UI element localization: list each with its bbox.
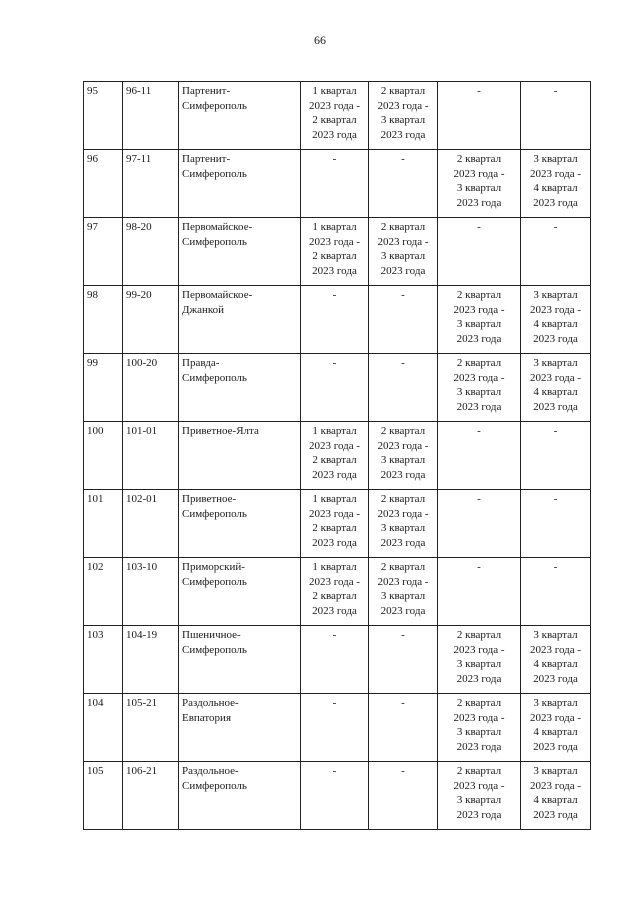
cell-period-2 bbox=[369, 218, 438, 286]
cell-period-4 bbox=[521, 626, 591, 694]
cell-number bbox=[84, 762, 123, 830]
cell-period-2-text: 2 квартал 2023 года - 3 квартал 2023 года bbox=[377, 85, 429, 141]
cell-number-text: 100 bbox=[87, 425, 104, 437]
cell-period-4-text: 3 квартал 2023 года - 4 квартал 2023 года bbox=[529, 357, 582, 413]
cell-period-4-text: - bbox=[553, 561, 558, 573]
cell-number-text: 105 bbox=[87, 765, 104, 777]
cell-period-1 bbox=[301, 286, 369, 354]
cell-route-code bbox=[123, 558, 179, 626]
cell-period-3-text: - bbox=[477, 425, 481, 437]
cell-period-1 bbox=[301, 354, 369, 422]
table-row bbox=[84, 490, 591, 558]
cell-period-2 bbox=[369, 490, 438, 558]
cell-period-2-text: 2 квартал 2023 года - 3 квартал 2023 года bbox=[377, 493, 429, 549]
cell-period-3 bbox=[438, 626, 521, 694]
cell-route-name-text: Пшеничное- Симферополь bbox=[182, 629, 247, 656]
cell-route-name-text: Раздольное- Симферополь bbox=[182, 765, 247, 792]
cell-period-2-text: - bbox=[401, 357, 405, 369]
cell-number bbox=[84, 626, 123, 694]
cell-route-code bbox=[123, 354, 179, 422]
cell-period-3-text: 2 квартал 2023 года - 3 квартал 2023 года bbox=[453, 765, 505, 821]
cell-route-name-text: Партенит- Симферополь bbox=[182, 153, 247, 180]
cell-period-3 bbox=[438, 82, 521, 150]
cell-period-3 bbox=[438, 422, 521, 490]
cell-route-name-text: Первомайское- Джанкой bbox=[182, 289, 253, 316]
cell-period-3 bbox=[438, 694, 521, 762]
cell-period-4 bbox=[521, 558, 591, 626]
cell-period-1 bbox=[301, 422, 369, 490]
table-row bbox=[84, 82, 591, 150]
cell-period-3-text: 2 квартал 2023 года - 3 квартал 2023 года bbox=[453, 153, 505, 209]
cell-period-3 bbox=[438, 490, 521, 558]
cell-period-3 bbox=[438, 762, 521, 830]
cell-period-4-text: - bbox=[553, 425, 558, 437]
cell-route-code-text: 106-21 bbox=[126, 765, 158, 777]
cell-route-code-text: 104-19 bbox=[126, 629, 158, 641]
cell-route-name bbox=[179, 626, 301, 694]
cell-route-name bbox=[179, 694, 301, 762]
cell-period-1 bbox=[301, 558, 369, 626]
cell-period-1 bbox=[301, 694, 369, 762]
cell-period-1-text: - bbox=[332, 153, 337, 165]
cell-period-2 bbox=[369, 82, 438, 150]
cell-number-text: 103 bbox=[87, 629, 104, 641]
cell-period-1 bbox=[301, 218, 369, 286]
cell-number-text: 104 bbox=[87, 697, 104, 709]
cell-period-3-text: - bbox=[477, 493, 481, 505]
cell-number bbox=[84, 82, 123, 150]
cell-route-code bbox=[123, 82, 179, 150]
cell-period-1-text: - bbox=[332, 765, 337, 777]
page-number: 66 bbox=[314, 33, 326, 47]
cell-period-1-text: 1 квартал 2023 года - 2 квартал 2023 года bbox=[308, 85, 361, 141]
cell-period-1 bbox=[301, 626, 369, 694]
cell-period-4 bbox=[521, 694, 591, 762]
cell-period-2 bbox=[369, 354, 438, 422]
cell-period-4 bbox=[521, 150, 591, 218]
cell-route-name-text: Правда- Симферополь bbox=[182, 357, 247, 384]
cell-number-text: 99 bbox=[87, 357, 98, 369]
cell-number bbox=[84, 150, 123, 218]
cell-period-3-text: 2 квартал 2023 года - 3 квартал 2023 года bbox=[453, 289, 505, 345]
cell-period-1 bbox=[301, 762, 369, 830]
cell-period-2-text: - bbox=[401, 765, 405, 777]
cell-period-3-text: 2 квартал 2023 года - 3 квартал 2023 года bbox=[453, 629, 505, 685]
cell-period-4-text: - bbox=[553, 221, 558, 233]
cell-route-code-text: 98-20 bbox=[126, 221, 152, 233]
cell-number bbox=[84, 354, 123, 422]
cell-period-2 bbox=[369, 150, 438, 218]
cell-route-code-text: 102-01 bbox=[126, 493, 158, 505]
cell-period-4 bbox=[521, 218, 591, 286]
cell-route-code-text: 103-10 bbox=[126, 561, 158, 573]
cell-period-4 bbox=[521, 354, 591, 422]
cell-number bbox=[84, 286, 123, 354]
cell-period-2 bbox=[369, 558, 438, 626]
cell-route-name bbox=[179, 490, 301, 558]
cell-period-1-text: - bbox=[332, 697, 337, 709]
cell-number-text: 102 bbox=[87, 561, 104, 573]
cell-period-2 bbox=[369, 626, 438, 694]
cell-number bbox=[84, 558, 123, 626]
cell-period-1 bbox=[301, 82, 369, 150]
cell-route-name bbox=[179, 286, 301, 354]
cell-route-code bbox=[123, 694, 179, 762]
cell-route-code-text: 105-21 bbox=[126, 697, 158, 709]
cell-route-name-text: Партенит- Симферополь bbox=[182, 85, 247, 112]
cell-route-code-text: 100-20 bbox=[126, 357, 158, 369]
cell-period-3-text: - bbox=[477, 85, 481, 97]
table-row bbox=[84, 762, 591, 830]
cell-period-4 bbox=[521, 82, 591, 150]
cell-period-4-text: - bbox=[553, 493, 558, 505]
cell-period-1-text: - bbox=[332, 629, 337, 641]
cell-period-3 bbox=[438, 286, 521, 354]
cell-route-code-text: 101-01 bbox=[126, 425, 158, 437]
table-row bbox=[84, 626, 591, 694]
table-row bbox=[84, 422, 591, 490]
cell-period-3 bbox=[438, 558, 521, 626]
cell-route-name-text: Приморский- Симферополь bbox=[182, 561, 247, 588]
table-row bbox=[84, 286, 591, 354]
cell-period-2-text: 2 квартал 2023 года - 3 квартал 2023 года bbox=[377, 561, 429, 617]
cell-route-name bbox=[179, 422, 301, 490]
cell-period-1-text: - bbox=[332, 289, 337, 301]
cell-period-4 bbox=[521, 286, 591, 354]
table-row bbox=[84, 218, 591, 286]
cell-route-name bbox=[179, 354, 301, 422]
cell-period-2-text: - bbox=[401, 629, 405, 641]
cell-period-1-text: 1 квартал 2023 года - 2 квартал 2023 года bbox=[308, 425, 361, 481]
cell-number bbox=[84, 422, 123, 490]
cell-route-name bbox=[179, 82, 301, 150]
cell-period-3 bbox=[438, 218, 521, 286]
cell-period-4-text: 3 квартал 2023 года - 4 квартал 2023 года bbox=[529, 289, 582, 345]
cell-route-name-text: Приветное-Ялта bbox=[182, 425, 259, 437]
cell-period-4-text: 3 квартал 2023 года - 4 квартал 2023 года bbox=[529, 697, 582, 753]
cell-period-4 bbox=[521, 762, 591, 830]
cell-route-name bbox=[179, 558, 301, 626]
cell-route-code bbox=[123, 626, 179, 694]
table-row bbox=[84, 150, 591, 218]
cell-number-text: 97 bbox=[87, 221, 98, 233]
cell-period-2 bbox=[369, 422, 438, 490]
cell-number bbox=[84, 490, 123, 558]
cell-period-2-text: 2 квартал 2023 года - 3 квартал 2023 года bbox=[377, 221, 429, 277]
cell-route-code-text: 97-11 bbox=[126, 153, 152, 165]
cell-period-1 bbox=[301, 490, 369, 558]
cell-period-3-text: - bbox=[477, 221, 481, 233]
cell-period-4-text: 3 квартал 2023 года - 4 квартал 2023 года bbox=[529, 153, 582, 209]
cell-route-code bbox=[123, 762, 179, 830]
cell-route-code bbox=[123, 286, 179, 354]
cell-period-4-text: 3 квартал 2023 года - 4 квартал 2023 года bbox=[529, 629, 582, 685]
cell-route-code bbox=[123, 218, 179, 286]
cell-period-3-text: 2 квартал 2023 года - 3 квартал 2023 года bbox=[453, 697, 505, 753]
schedule-table bbox=[83, 81, 591, 830]
cell-period-2-text: 2 квартал 2023 года - 3 квартал 2023 года bbox=[377, 425, 429, 481]
cell-route-name bbox=[179, 150, 301, 218]
cell-period-2 bbox=[369, 694, 438, 762]
cell-period-2 bbox=[369, 286, 438, 354]
cell-route-code bbox=[123, 490, 179, 558]
cell-period-4 bbox=[521, 422, 591, 490]
cell-route-code bbox=[123, 150, 179, 218]
cell-period-2-text: - bbox=[401, 289, 405, 301]
cell-period-3 bbox=[438, 150, 521, 218]
table-row bbox=[84, 354, 591, 422]
cell-route-name bbox=[179, 762, 301, 830]
cell-period-4 bbox=[521, 490, 591, 558]
cell-period-3-text: - bbox=[477, 561, 481, 573]
cell-number bbox=[84, 694, 123, 762]
cell-number-text: 95 bbox=[87, 85, 98, 97]
cell-route-name-text: Раздольное- Евпатория bbox=[182, 697, 239, 724]
cell-period-3 bbox=[438, 354, 521, 422]
cell-number bbox=[84, 218, 123, 286]
cell-number-text: 96 bbox=[87, 153, 98, 165]
cell-period-1-text: 1 квартал 2023 года - 2 квартал 2023 года bbox=[308, 493, 361, 549]
cell-route-name bbox=[179, 218, 301, 286]
cell-period-1 bbox=[301, 150, 369, 218]
table-row bbox=[84, 694, 591, 762]
cell-period-1-text: 1 квартал 2023 года - 2 квартал 2023 года bbox=[308, 221, 361, 277]
cell-route-code-text: 96-11 bbox=[126, 85, 152, 97]
cell-period-4-text: - bbox=[553, 85, 558, 97]
cell-period-3-text: 2 квартал 2023 года - 3 квартал 2023 года bbox=[453, 357, 505, 413]
cell-route-name-text: Первомайское- Симферополь bbox=[182, 221, 253, 248]
cell-period-4-text: 3 квартал 2023 года - 4 квартал 2023 года bbox=[529, 765, 582, 821]
cell-route-name-text: Приветное- Симферополь bbox=[182, 493, 247, 520]
cell-period-1-text: 1 квартал 2023 года - 2 квартал 2023 года bbox=[308, 561, 361, 617]
cell-period-2-text: - bbox=[401, 697, 405, 709]
cell-period-2-text: - bbox=[401, 153, 405, 165]
schedule-table-body bbox=[84, 82, 591, 830]
cell-period-1-text: - bbox=[332, 357, 337, 369]
cell-number-text: 98 bbox=[87, 289, 98, 301]
table-row bbox=[84, 558, 591, 626]
cell-number-text: 101 bbox=[87, 493, 104, 505]
cell-route-code bbox=[123, 422, 179, 490]
cell-period-2 bbox=[369, 762, 438, 830]
cell-route-code-text: 99-20 bbox=[126, 289, 152, 301]
